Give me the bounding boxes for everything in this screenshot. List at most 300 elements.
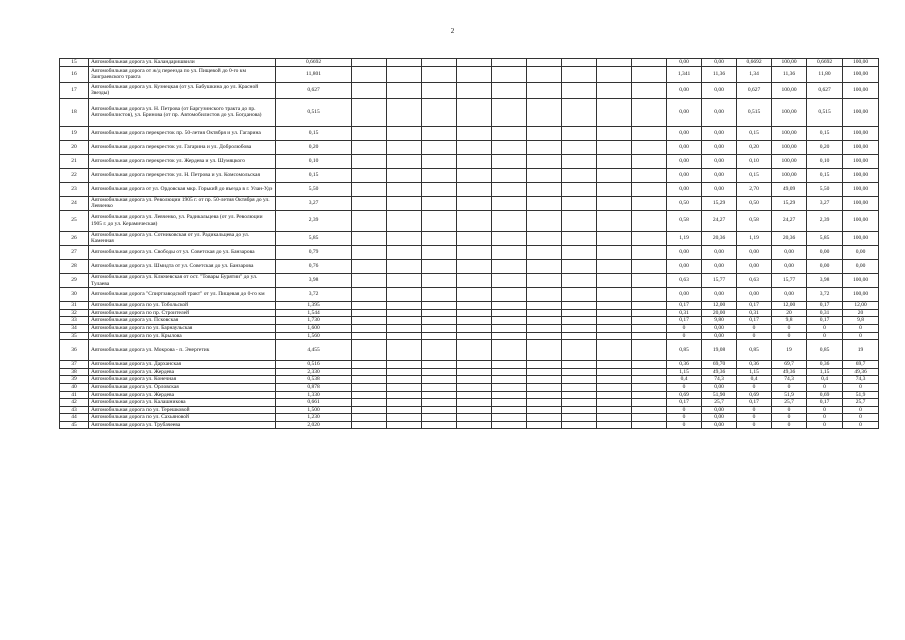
value-cell: 0 — [772, 414, 807, 422]
value-cell: 0,00 — [702, 332, 737, 340]
empty-cell — [457, 59, 492, 67]
value-cell: 0,50 — [737, 196, 772, 210]
value-cell: 0 — [667, 383, 702, 391]
empty-cell — [562, 154, 597, 168]
table-row — [60, 383, 879, 391]
empty-cell — [422, 126, 457, 140]
empty-cell — [352, 391, 387, 399]
empty-cell — [562, 332, 597, 340]
table-row — [60, 368, 879, 376]
value-cell: 69,7 — [843, 361, 879, 369]
empty-cell — [597, 376, 632, 384]
empty-cell — [352, 259, 387, 273]
road-length: 2,39 — [276, 210, 352, 231]
table-row — [60, 59, 879, 67]
value-cell: 0,17 — [667, 399, 702, 407]
value-cell: 25,7 — [702, 399, 737, 407]
empty-cell — [632, 231, 667, 245]
road-length: 0,15 — [276, 126, 352, 140]
table-row — [60, 259, 879, 273]
value-cell: 100,00 — [772, 168, 807, 182]
road-length: 0,79 — [276, 245, 352, 259]
value-cell: 0,17 — [807, 399, 843, 407]
empty-cell — [352, 288, 387, 302]
empty-cell — [422, 231, 457, 245]
road-name: Автомобильная дорога ул. Псковская — [89, 317, 276, 325]
empty-cell — [597, 245, 632, 259]
empty-cell — [562, 368, 597, 376]
road-length: 0,76 — [276, 259, 352, 273]
empty-cell — [527, 368, 562, 376]
empty-cell — [562, 98, 597, 126]
value-cell: 0 — [807, 421, 843, 429]
empty-cell — [632, 399, 667, 407]
empty-cell — [422, 154, 457, 168]
empty-cell — [352, 317, 387, 325]
value-cell: 19,08 — [702, 340, 737, 361]
empty-cell — [562, 273, 597, 287]
empty-cell — [352, 66, 387, 82]
value-cell: 0 — [772, 324, 807, 332]
value-cell: 0,17 — [667, 317, 702, 325]
empty-cell — [387, 210, 422, 231]
road-length: 1,600 — [276, 324, 352, 332]
empty-cell — [457, 302, 492, 310]
value-cell: 0,31 — [807, 309, 843, 317]
road-name: Автомобильная дорога ул. Трубачеева — [89, 421, 276, 429]
value-cell: 0,00 — [843, 245, 879, 259]
value-cell: 100,00 — [843, 288, 879, 302]
empty-cell — [527, 59, 562, 67]
empty-cell — [352, 245, 387, 259]
value-cell: 0,00 — [667, 259, 702, 273]
empty-cell — [597, 154, 632, 168]
value-cell: 11,80 — [807, 66, 843, 82]
empty-cell — [457, 140, 492, 154]
row-number: 15 — [60, 59, 89, 67]
empty-cell — [422, 273, 457, 287]
value-cell: 0,515 — [737, 98, 772, 126]
row-number: 33 — [60, 317, 89, 325]
empty-cell — [527, 259, 562, 273]
empty-cell — [492, 82, 527, 98]
table-row — [60, 317, 879, 325]
empty-cell — [457, 376, 492, 384]
value-cell: 0,00 — [807, 259, 843, 273]
road-length: 0,10 — [276, 154, 352, 168]
row-number: 41 — [60, 391, 89, 399]
value-cell: 15,29 — [772, 196, 807, 210]
row-number: 27 — [60, 245, 89, 259]
empty-cell — [562, 59, 597, 67]
value-cell: 0 — [807, 324, 843, 332]
value-cell: 1,15 — [807, 368, 843, 376]
value-cell: 0 — [843, 414, 879, 422]
value-cell: 5,50 — [807, 182, 843, 196]
value-cell: 20,36 — [772, 231, 807, 245]
value-cell: 0,00 — [702, 182, 737, 196]
empty-cell — [632, 182, 667, 196]
value-cell: 0,6692 — [737, 59, 772, 67]
empty-cell — [457, 288, 492, 302]
table-row — [60, 98, 879, 126]
row-number: 28 — [60, 259, 89, 273]
empty-cell — [387, 66, 422, 82]
value-cell: 0,00 — [702, 98, 737, 126]
value-cell: 0,00 — [667, 59, 702, 67]
value-cell: 20 — [843, 309, 879, 317]
empty-cell — [422, 391, 457, 399]
empty-cell — [562, 140, 597, 154]
value-cell: 0 — [737, 332, 772, 340]
value-cell: 0,31 — [737, 309, 772, 317]
empty-cell — [562, 182, 597, 196]
road-name: Автомобильная дорога от ул. Ордовская мкр. Горький до въезда в г. Улан-Удэ — [89, 182, 276, 196]
road-name: Автомобильная дорога по ул. Крылова — [89, 332, 276, 340]
row-number: 25 — [60, 210, 89, 231]
empty-cell — [492, 126, 527, 140]
road-length: 11,801 — [276, 66, 352, 82]
value-cell: 0,15 — [807, 126, 843, 140]
value-cell: 0,17 — [737, 317, 772, 325]
value-cell: 0,00 — [702, 59, 737, 67]
road-length: 2,330 — [276, 368, 352, 376]
roads-table — [59, 58, 879, 429]
value-cell: 24,27 — [702, 210, 737, 231]
empty-cell — [457, 368, 492, 376]
empty-cell — [492, 399, 527, 407]
empty-cell — [457, 126, 492, 140]
empty-cell — [387, 82, 422, 98]
value-cell: 0,69 — [807, 391, 843, 399]
empty-cell — [492, 288, 527, 302]
value-cell: 0,4 — [667, 376, 702, 384]
row-number: 18 — [60, 98, 89, 126]
empty-cell — [562, 421, 597, 429]
value-cell: 0 — [667, 414, 702, 422]
empty-cell — [387, 154, 422, 168]
empty-cell — [632, 406, 667, 414]
empty-cell — [422, 245, 457, 259]
value-cell: 0,627 — [807, 82, 843, 98]
empty-cell — [422, 66, 457, 82]
road-name: Автомобильная дорога перекресток ул. Жердева и ул. Шумяцкого — [89, 154, 276, 168]
value-cell: 24,27 — [772, 210, 807, 231]
road-length: 5,50 — [276, 182, 352, 196]
empty-cell — [527, 414, 562, 422]
empty-cell — [457, 231, 492, 245]
empty-cell — [492, 98, 527, 126]
empty-cell — [562, 414, 597, 422]
road-length: 0,20 — [276, 140, 352, 154]
road-length: 1,560 — [276, 332, 352, 340]
empty-cell — [597, 82, 632, 98]
value-cell: 20 — [772, 309, 807, 317]
value-cell: 20,00 — [702, 309, 737, 317]
value-cell: 0,00 — [667, 182, 702, 196]
value-cell: 0,17 — [737, 399, 772, 407]
road-length: 0,6692 — [276, 59, 352, 67]
road-name: Автомобильная дорога ул. Сотниковская от ул. Радикальцева до ул. Каменная — [89, 231, 276, 245]
empty-cell — [457, 324, 492, 332]
empty-cell — [632, 259, 667, 273]
empty-cell — [352, 406, 387, 414]
value-cell: 0,00 — [702, 140, 737, 154]
empty-cell — [597, 414, 632, 422]
value-cell: 0,00 — [702, 154, 737, 168]
empty-cell — [527, 376, 562, 384]
empty-cell — [422, 288, 457, 302]
value-cell: 9,80 — [702, 317, 737, 325]
empty-cell — [562, 82, 597, 98]
empty-cell — [597, 288, 632, 302]
table-row — [60, 340, 879, 361]
value-cell: 100,00 — [843, 196, 879, 210]
empty-cell — [352, 82, 387, 98]
empty-cell — [387, 288, 422, 302]
value-cell: 0,00 — [702, 383, 737, 391]
value-cell: 1,19 — [737, 231, 772, 245]
empty-cell — [492, 182, 527, 196]
road-name: Автомобильная дорога ул. Калашникова — [89, 399, 276, 407]
road-name: Автомобильная дорога ул. Орловская — [89, 383, 276, 391]
row-number: 43 — [60, 406, 89, 414]
value-cell: 0 — [772, 383, 807, 391]
empty-cell — [352, 182, 387, 196]
value-cell: 74,3 — [772, 376, 807, 384]
empty-cell — [632, 82, 667, 98]
value-cell: 100,00 — [843, 273, 879, 287]
value-cell: 0 — [737, 421, 772, 429]
value-cell: 0,00 — [702, 324, 737, 332]
empty-cell — [597, 332, 632, 340]
empty-cell — [387, 383, 422, 391]
empty-cell — [422, 98, 457, 126]
value-cell: 0 — [807, 332, 843, 340]
road-length: 4,455 — [276, 340, 352, 361]
empty-cell — [492, 140, 527, 154]
empty-cell — [387, 168, 422, 182]
value-cell: 0,6692 — [807, 59, 843, 67]
row-number: 34 — [60, 324, 89, 332]
empty-cell — [632, 196, 667, 210]
value-cell: 0,00 — [737, 259, 772, 273]
value-cell: 49,36 — [843, 368, 879, 376]
empty-cell — [562, 196, 597, 210]
value-cell: 0,515 — [807, 98, 843, 126]
row-number: 37 — [60, 361, 89, 369]
empty-cell — [492, 368, 527, 376]
road-name: Автомобильная дорога ул. Жердева — [89, 368, 276, 376]
value-cell: 100,00 — [843, 154, 879, 168]
road-length: 1,395 — [276, 302, 352, 310]
value-cell: 100,00 — [843, 66, 879, 82]
empty-cell — [457, 168, 492, 182]
empty-cell — [492, 317, 527, 325]
empty-cell — [492, 245, 527, 259]
value-cell: 19 — [843, 340, 879, 361]
road-name: Автомобильная дорога перекресток пр. 50-летия Октября и ул. Гагарина — [89, 126, 276, 140]
empty-cell — [597, 324, 632, 332]
empty-cell — [632, 168, 667, 182]
empty-cell — [527, 391, 562, 399]
empty-cell — [492, 376, 527, 384]
empty-cell — [352, 196, 387, 210]
table-row — [60, 82, 879, 98]
value-cell: 49,36 — [702, 368, 737, 376]
empty-cell — [352, 140, 387, 154]
value-cell: 0 — [737, 324, 772, 332]
empty-cell — [632, 302, 667, 310]
road-length: 1,230 — [276, 414, 352, 422]
empty-cell — [422, 376, 457, 384]
empty-cell — [527, 302, 562, 310]
value-cell: 100,00 — [843, 59, 879, 67]
value-cell: 15,77 — [702, 273, 737, 287]
value-cell: 20,36 — [702, 231, 737, 245]
empty-cell — [422, 182, 457, 196]
road-length: 3,27 — [276, 196, 352, 210]
empty-cell — [492, 421, 527, 429]
value-cell: 9,8 — [772, 317, 807, 325]
value-cell: 0,00 — [667, 168, 702, 182]
table-row — [60, 154, 879, 168]
value-cell: 0,17 — [737, 302, 772, 310]
empty-cell — [492, 231, 527, 245]
empty-cell — [562, 126, 597, 140]
empty-cell — [352, 368, 387, 376]
value-cell: 49,09 — [772, 182, 807, 196]
row-number: 35 — [60, 332, 89, 340]
road-length: 0,538 — [276, 376, 352, 384]
value-cell: 0,85 — [737, 340, 772, 361]
value-cell: 0,00 — [702, 414, 737, 422]
empty-cell — [422, 399, 457, 407]
empty-cell — [422, 259, 457, 273]
value-cell: 0,00 — [807, 245, 843, 259]
road-name: Автомобильная дорога ул. Кузнецкая (от ул. Бабушкина до ул. Красной Звезды) — [89, 82, 276, 98]
empty-cell — [492, 273, 527, 287]
value-cell: 19 — [772, 340, 807, 361]
empty-cell — [597, 231, 632, 245]
empty-cell — [597, 399, 632, 407]
value-cell: 0 — [737, 414, 772, 422]
empty-cell — [632, 154, 667, 168]
empty-cell — [387, 309, 422, 317]
empty-cell — [457, 98, 492, 126]
empty-cell — [492, 383, 527, 391]
road-name: Автомобильная дорога по ул. Сахьяновой — [89, 414, 276, 422]
empty-cell — [632, 383, 667, 391]
value-cell: 0 — [807, 383, 843, 391]
empty-cell — [422, 82, 457, 98]
value-cell: 0,627 — [737, 82, 772, 98]
empty-cell — [352, 340, 387, 361]
empty-cell — [352, 361, 387, 369]
value-cell: 0,36 — [737, 361, 772, 369]
empty-cell — [597, 406, 632, 414]
empty-cell — [492, 361, 527, 369]
road-length: 0,516 — [276, 361, 352, 369]
empty-cell — [562, 210, 597, 231]
value-cell: 0,50 — [667, 196, 702, 210]
value-cell: 100,00 — [843, 231, 879, 245]
empty-cell — [422, 368, 457, 376]
empty-cell — [597, 273, 632, 287]
value-cell: 100,00 — [772, 98, 807, 126]
value-cell: 0,00 — [702, 406, 737, 414]
page-number: 2 — [450, 27, 455, 35]
value-cell: 100,00 — [843, 126, 879, 140]
road-name: Автомобильная дорога ул. Левченко, ул. Радикальцева (от ул. Революции 1905 г. до ул. Керамическая) — [89, 210, 276, 231]
empty-cell — [632, 245, 667, 259]
row-number: 36 — [60, 340, 89, 361]
empty-cell — [492, 332, 527, 340]
road-length: 0,878 — [276, 383, 352, 391]
empty-cell — [387, 332, 422, 340]
road-name: Автомобильная дорога ул. Дарханская — [89, 361, 276, 369]
table-row — [60, 406, 879, 414]
empty-cell — [422, 332, 457, 340]
empty-cell — [457, 406, 492, 414]
empty-cell — [632, 309, 667, 317]
empty-cell — [352, 273, 387, 287]
empty-cell — [387, 361, 422, 369]
road-name: Автомобильная дорога ул. Жердева — [89, 391, 276, 399]
empty-cell — [492, 340, 527, 361]
empty-cell — [632, 273, 667, 287]
value-cell: 100,00 — [772, 126, 807, 140]
empty-cell — [387, 399, 422, 407]
empty-cell — [457, 309, 492, 317]
value-cell: 0,17 — [807, 317, 843, 325]
road-length: 0,661 — [276, 399, 352, 407]
empty-cell — [632, 340, 667, 361]
empty-cell — [352, 309, 387, 317]
empty-cell — [457, 259, 492, 273]
empty-cell — [527, 168, 562, 182]
empty-cell — [457, 245, 492, 259]
empty-cell — [422, 406, 457, 414]
value-cell: 0,69 — [667, 391, 702, 399]
empty-cell — [597, 126, 632, 140]
value-cell: 0,00 — [843, 259, 879, 273]
empty-cell — [422, 317, 457, 325]
empty-cell — [597, 168, 632, 182]
empty-cell — [492, 414, 527, 422]
empty-cell — [597, 421, 632, 429]
empty-cell — [352, 168, 387, 182]
value-cell: 0 — [667, 406, 702, 414]
empty-cell — [457, 361, 492, 369]
table-row — [60, 168, 879, 182]
empty-cell — [352, 421, 387, 429]
value-cell: 49,36 — [772, 368, 807, 376]
empty-cell — [352, 98, 387, 126]
empty-cell — [492, 309, 527, 317]
row-number: 20 — [60, 140, 89, 154]
empty-cell — [422, 302, 457, 310]
empty-cell — [422, 361, 457, 369]
value-cell: 0,00 — [667, 154, 702, 168]
row-number: 22 — [60, 168, 89, 182]
road-name: Автомобильная дорога ул. Революции 1905 г. от пр. 50-летия Октября до ул. Левченко — [89, 196, 276, 210]
empty-cell — [562, 317, 597, 325]
empty-cell — [632, 324, 667, 332]
empty-cell — [562, 391, 597, 399]
empty-cell — [422, 196, 457, 210]
value-cell: 0,15 — [807, 168, 843, 182]
